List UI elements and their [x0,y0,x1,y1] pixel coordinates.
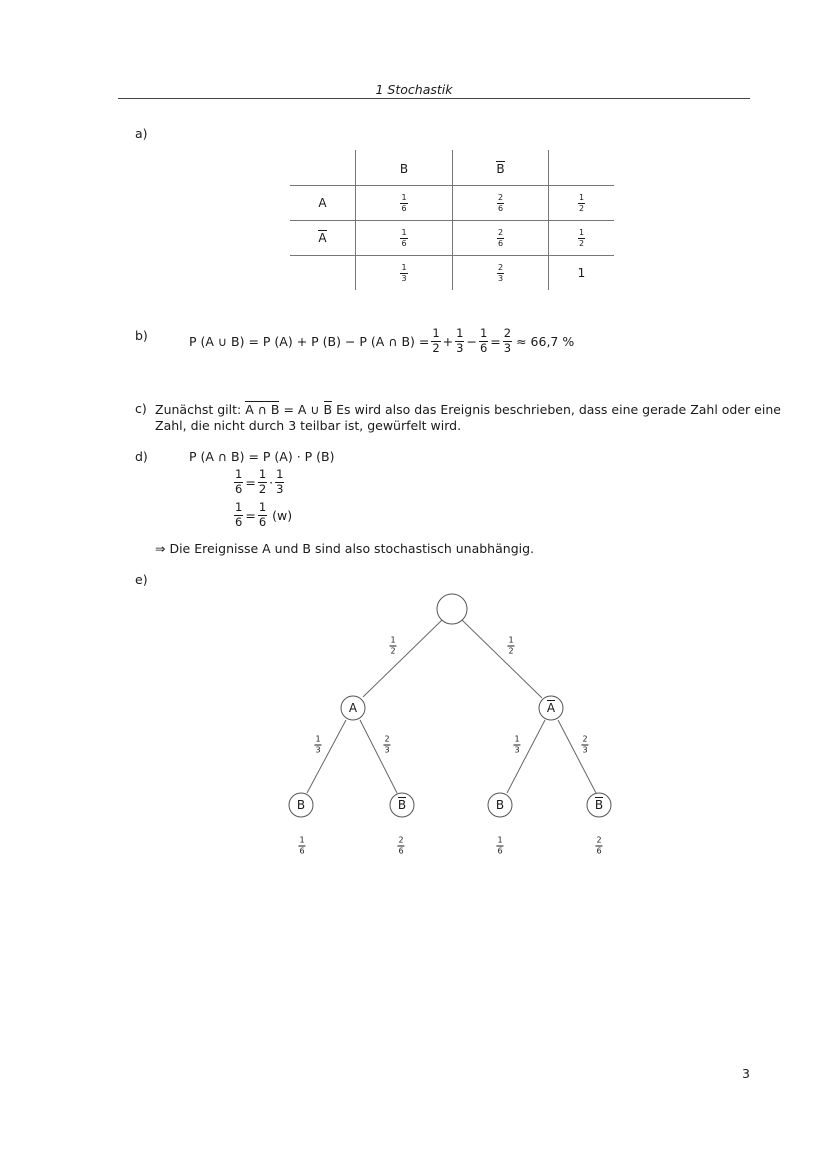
table-row-header-abar: A [318,231,327,246]
part-d-row2: $\frac{1}{6}$ = $\frac{1}{2}$ · 1 3 [235,467,284,496]
part-a-label: a) [135,126,148,141]
table-total-cell: 1 [577,266,586,280]
tree-root-node [437,594,467,624]
tree-branch [462,620,542,698]
fraction: $\frac{1}{3}$ [456,326,464,355]
table-cell: 1 6 [401,227,407,248]
tree-node-abar-label: A [546,701,556,716]
branch-prob-abar-b: $\frac{1}{3}$ [514,734,520,755]
tree-node-b-label: B [495,798,505,812]
complement-expr: A ∩ B [245,402,280,417]
fraction: $\frac{1}{6}$ [258,500,267,529]
leaf-prob: $\frac{1}{6}$ [299,835,305,856]
table-cell: 1 2 [578,227,585,248]
tree-node-bbar-label: B [397,798,407,813]
part-c-label: c) [135,401,147,416]
fraction: $\frac{1}{2}$ [432,326,440,355]
tree-node-bbar-label: B [594,798,604,813]
fraction: 1 3 [276,467,284,496]
fraction: $\frac{1}{2}$ [258,467,267,496]
fraction: $\frac{2}{3}$ [503,326,512,355]
part-d-line1: P (A ∩ B) = P (A) · P (B) [189,449,335,464]
tree-branch [360,720,397,793]
part-d-conclusion: ⇒ Die Ereignisse A und B sind also stochastisch unabhängig. [155,541,535,556]
leaf-prob: $\frac{2}{6}$ [596,835,602,856]
table-cell: 2 3 [497,262,504,283]
table-col-header-bbar: B [496,162,505,177]
part-d-label: d) [135,449,148,464]
tree-branch [307,720,346,793]
table-cell: 1 2 [578,192,585,213]
table-cell: 1 6 [401,192,407,213]
tree-branch [507,720,545,793]
fraction: $\frac{1}{6}$ [235,467,243,496]
part-d-row3: $\frac{1}{6}$ = $\frac{1}{6}$ (w) [235,500,293,529]
part-b-lhs: P (A ∪ B) = P (A) + P (B) − P (A ∩ B) = [189,333,430,349]
branch-prob-root-a: $\frac{1}{2}$ [390,635,396,656]
part-c-line2: Zahl, die nicht durch 3 teilbar ist, gewürfelt wird. [155,418,462,433]
fraction: $\frac{1}{6}$ [479,326,488,355]
tree-node-b-label: B [296,798,306,812]
fraction: $\frac{1}{6}$ [235,500,243,529]
table-col-header-b: B [399,162,409,176]
page-header-title: 1 Stochastik [375,82,453,97]
table-cell: 2 6 [497,227,504,248]
table-cell: 1 3 [401,262,407,283]
leaf-prob: $\frac{1}{6}$ [497,835,503,856]
tree-branch [558,720,596,793]
part-b-result: ≈ 66,7 % [516,333,575,349]
table-row-header-a: A [318,196,327,210]
tree-node-a-label: A [348,701,358,715]
part-e-label: e) [135,572,148,587]
branch-prob-a-b: $\frac{1}{3}$ [315,734,321,755]
leaf-prob: $\frac{2}{6}$ [398,835,404,856]
part-c-line1: Zunächst gilt: A ∩ B = A ∪ B Es wird also das Ereignis beschrieben, dass eine gerade Zahl oder eine [155,402,781,417]
part-b-label: b) [135,328,148,343]
page-number: 3 [742,1066,750,1081]
branch-prob-a-bbar: $\frac{2}{3}$ [384,734,390,755]
branch-prob-abar-bbar: $\frac{2}{3}$ [582,734,588,755]
branch-prob-root-abar: $\frac{1}{2}$ [508,635,514,656]
part-b-formula: P (A ∪ B) = P (A) + P (B) − P (A ∩ B) = $\frac{1}{2}$ + $\frac{1}{3}$ − $\frac{1}{6}$ = $\frac{2}{3}$ ≈ 66,7 % [189,326,575,355]
table-cell: 2 6 [497,192,504,213]
tree-branch [363,620,442,697]
